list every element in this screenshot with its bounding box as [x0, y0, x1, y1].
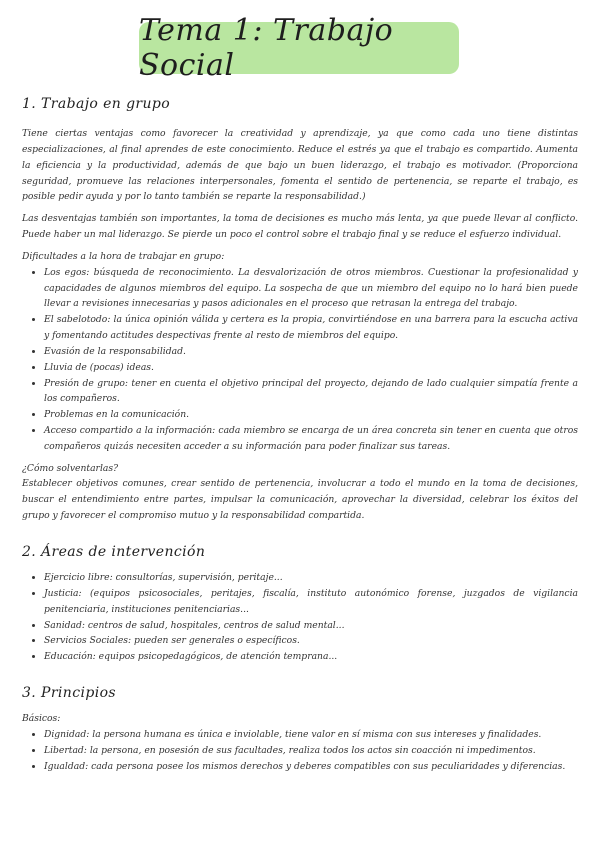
- principles-list: [22, 727, 578, 774]
- list-item: • Dignidad: la persona humana es única e inviolable, tiene valor en sí misma con sus intereses y finalidades.: [44, 727, 578, 743]
- paragraph-ventajas: Tiene ciertas ventajas como favorecer la creatividad y aprendizaje, ya que como cada uno tiene distintas especializaciones, al final aprendes de este conocimiento. Reduce el estrés ya que el trabajo es compartido. Aumenta la eficiencia y la productividad, además de que bajo un buen liderazgo, el trabajo es motivador. (Proporciona seguridad, promueve las relaciones interpersonales, fomenta el sentido de pertenencia, se reparte el trabajo, es posible pedir ayuda y por lo tanto también se reparte la responsabilidad.): [22, 128, 578, 203]
- difficulties-label: Dificultades a la hora de trabajar en grupo:: [22, 250, 225, 262]
- section-heading-principios: 3. Principios: [22, 685, 116, 701]
- list-item: • Libertad: la persona, en posesión de sus facultades, realiza todos los actos sin coacción ni impedimentos.: [44, 743, 578, 759]
- areas-list: [22, 570, 578, 665]
- list-item: • Los egos: búsqueda de reconocimiento. La desvalorización de otros miembros. Cuestionar la profesionalidad y capacidades de algunos miembros del equipo. La sospecha de que un miembro del equipo no lo hará bien puede llevar a revisiones innecesarias y pasos adicionales en el proceso que retrasan la entrega del trabajo.: [44, 265, 578, 312]
- section-heading-areas: 2. Áreas de intervención: [22, 543, 206, 560]
- list-item: • Educación: equipos psicopedagógicos, de atención temprana...: [44, 649, 578, 665]
- paragraph-solucion: Establecer objetivos comunes, crear sentido de pertenencia, involucrar a todo el mundo en la toma de decisiones, buscar el entendimiento entre partes, impulsar la comunicación, aprovechar la diversidad, celebrar los éxitos del grupo y favorecer el compromiso mutuo y la responsabilidad compartida.: [22, 478, 578, 522]
- paragraph-desventajas: Las desventajas también son importantes, la toma de decisiones es mucho más lenta, ya que puede llevar al conflicto. Puede haber un mal liderazgo. Se pierde un poco el control sobre el trabajo final y se reduce el esfuerzo individual.: [22, 213, 578, 241]
- list-item: • Acceso compartido a la información: cada miembro se encarga de un área concreta sin tener en cuenta que otros compañeros quizás necesiten acceder a su información para poder finalizar sus tareas.: [44, 423, 578, 455]
- section-heading-trabajo-en-grupo: 1. Trabajo en grupo: [22, 96, 171, 112]
- list-item: • Problemas en la comunicación.: [44, 407, 578, 423]
- list-item: • Justicia: (equipos psicosociales, peritajes, fiscalía, instituto autonómico forense, juzgados de vigilancia penitenciaria, instituciones penitenciarias...: [44, 586, 578, 618]
- list-item: • Sanidad: centros de salud, hospitales, centros de salud mental...: [44, 618, 578, 634]
- list-item: • Ejercicio libre: consultorías, supervisión, peritaje...: [44, 570, 578, 586]
- basics-label: Básicos:: [22, 713, 61, 725]
- solve-question: ¿Cómo solventarlas?: [22, 462, 118, 474]
- list-item: • Evasión de la responsabilidad.: [44, 344, 578, 360]
- list-item: • Servicios Sociales: pueden ser generales o específicos.: [44, 633, 578, 649]
- list-item: • Lluvia de (pocas) ideas.: [44, 360, 578, 376]
- list-item: • Igualdad: cada persona posee los mismos derechos y deberes compatibles con sus peculiaridades y diferencias.: [44, 759, 578, 775]
- list-item: • Presión de grupo: tener en cuenta el objetivo principal del proyecto, dejando de lado cualquier simpatía frente a los compañeros.: [44, 376, 578, 408]
- document-body: [22, 92, 578, 774]
- list-item: • El sabelotodo: la única opinión válida y certera es la propia, convirtiéndose en una barrera para la escucha activa y fomentando actitudes despectivas frente al resto de miembros del equipo.: [44, 312, 578, 344]
- page-title: Tema 1: Trabajo Social: [139, 13, 394, 83]
- difficulties-list: [22, 265, 578, 455]
- title-banner: [139, 13, 459, 83]
